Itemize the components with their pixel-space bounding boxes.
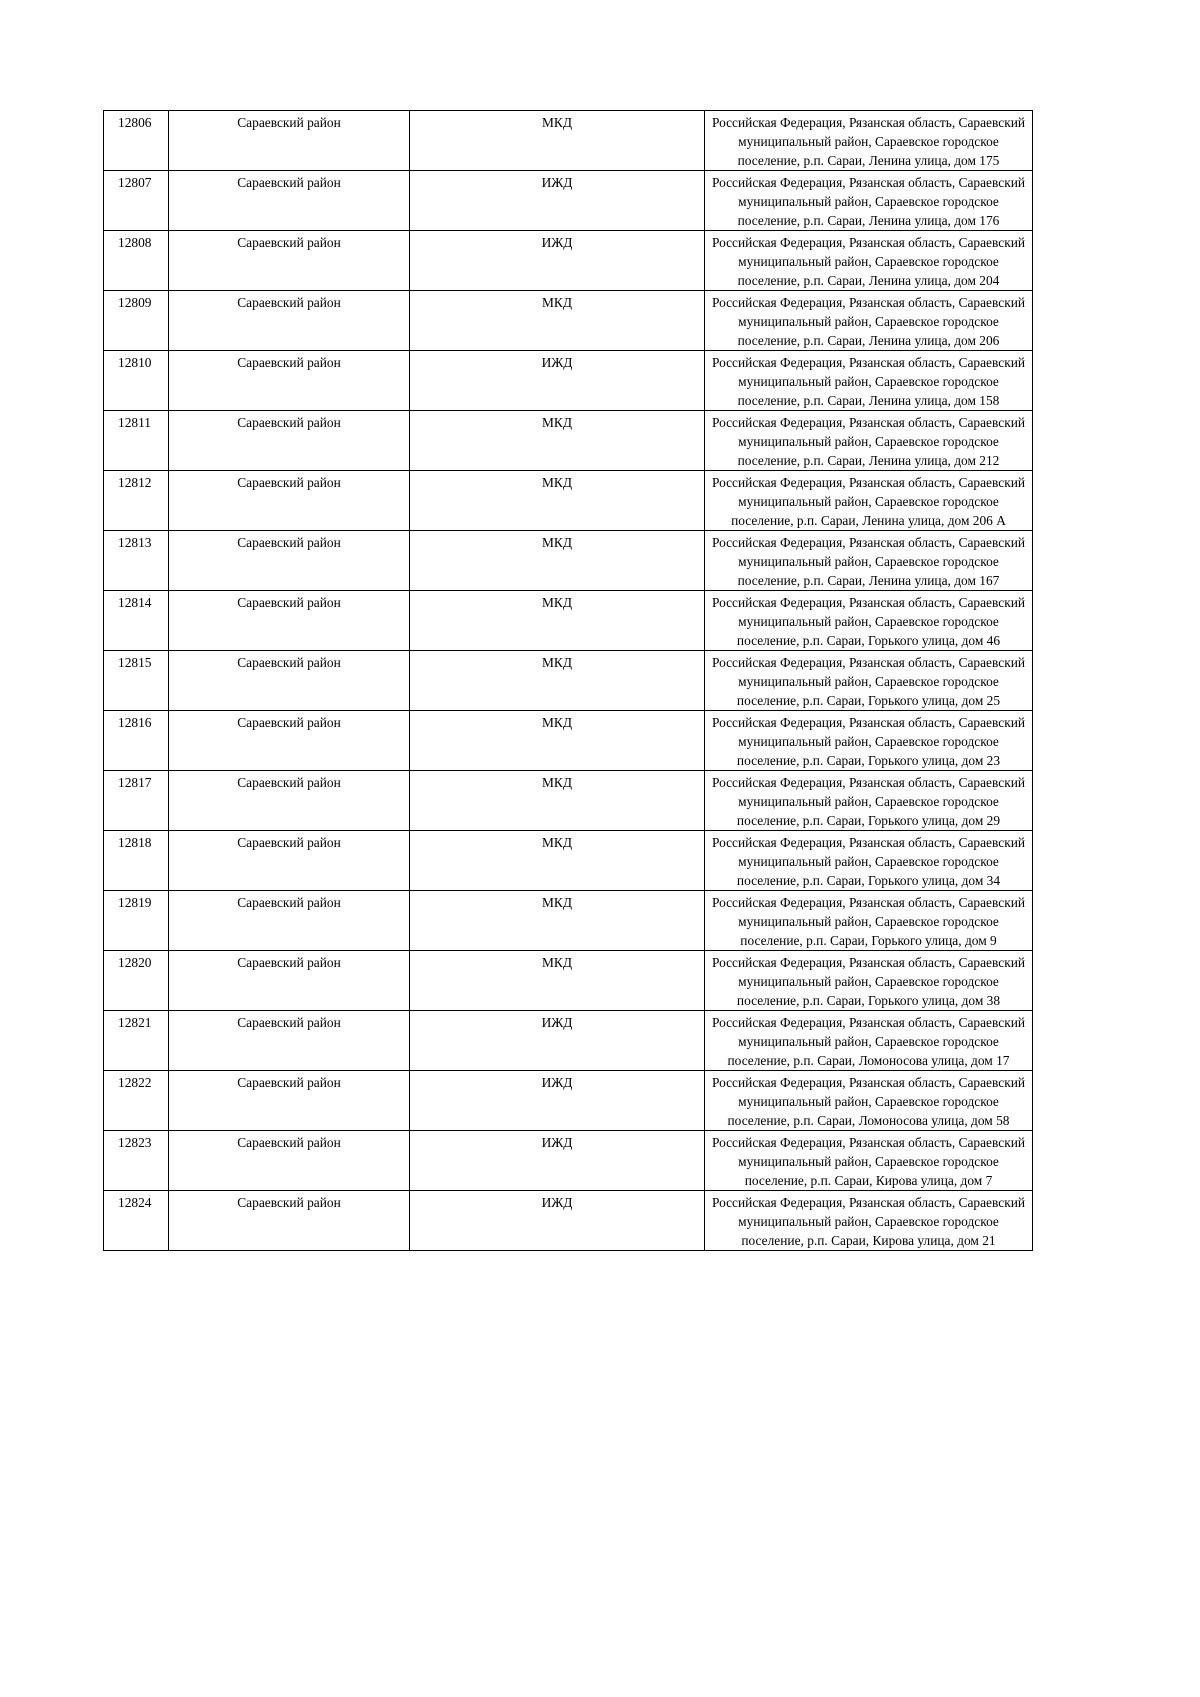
row-id-cell: 12811 [104, 411, 169, 471]
row-id-cell: 12814 [104, 591, 169, 651]
row-address-cell: Российская Федерация, Рязанская область, Сараевский муниципальный район, Сараевское городское поселение, р.п. Сараи, Горького улица, дом 23 [705, 711, 1033, 771]
row-address-cell: Российская Федерация, Рязанская область, Сараевский муниципальный район, Сараевское городское поселение, р.п. Сараи, Ленина улица, дом 175 [705, 111, 1033, 171]
row-type-cell: ИЖД [410, 1011, 705, 1071]
table-row [104, 171, 1033, 231]
row-address-cell: Российская Федерация, Рязанская область, Сараевский муниципальный район, Сараевское городское поселение, р.п. Сараи, Кирова улица, дом 7 [705, 1131, 1033, 1191]
row-district-cell: Сараевский район [169, 291, 410, 351]
table-body [104, 111, 1033, 1251]
row-address-cell: Российская Федерация, Рязанская область, Сараевский муниципальный район, Сараевское городское поселение, р.п. Сараи, Горького улица, дом 25 [705, 651, 1033, 711]
table-row [104, 831, 1033, 891]
row-address-cell: Российская Федерация, Рязанская область, Сараевский муниципальный район, Сараевское городское поселение, р.п. Сараи, Кирова улица, дом 21 [705, 1191, 1033, 1251]
row-district-cell: Сараевский район [169, 351, 410, 411]
row-id-cell: 12810 [104, 351, 169, 411]
table-row [104, 531, 1033, 591]
table-row [104, 231, 1033, 291]
row-address-cell: Российская Федерация, Рязанская область, Сараевский муниципальный район, Сараевское городское поселение, р.п. Сараи, Ленина улица, дом 212 [705, 411, 1033, 471]
row-address-cell: Российская Федерация, Рязанская область, Сараевский муниципальный район, Сараевское городское поселение, р.п. Сараи, Горького улица, дом 9 [705, 891, 1033, 951]
row-address-cell: Российская Федерация, Рязанская область, Сараевский муниципальный район, Сараевское городское поселение, р.п. Сараи, Ленина улица, дом 158 [705, 351, 1033, 411]
row-type-cell: ИЖД [410, 1191, 705, 1251]
row-id-cell: 12806 [104, 111, 169, 171]
row-type-cell: ИЖД [410, 1071, 705, 1131]
row-district-cell: Сараевский район [169, 1011, 410, 1071]
row-address-cell: Российская Федерация, Рязанская область, Сараевский муниципальный район, Сараевское городское поселение, р.п. Сараи, Ленина улица, дом 176 [705, 171, 1033, 231]
row-district-cell: Сараевский район [169, 951, 410, 1011]
row-district-cell: Сараевский район [169, 111, 410, 171]
row-address-cell: Российская Федерация, Рязанская область, Сараевский муниципальный район, Сараевское городское поселение, р.п. Сараи, Горького улица, дом 46 [705, 591, 1033, 651]
row-id-cell: 12812 [104, 471, 169, 531]
table-row [104, 1071, 1033, 1131]
table-row [104, 411, 1033, 471]
table-row [104, 591, 1033, 651]
row-type-cell: МКД [410, 771, 705, 831]
row-address-cell: Российская Федерация, Рязанская область, Сараевский муниципальный район, Сараевское городское поселение, р.п. Сараи, Ленина улица, дом 204 [705, 231, 1033, 291]
table-row [104, 951, 1033, 1011]
table-row [104, 1131, 1033, 1191]
row-type-cell: МКД [410, 711, 705, 771]
row-id-cell: 12823 [104, 1131, 169, 1191]
row-type-cell: МКД [410, 531, 705, 591]
table-row [104, 1191, 1033, 1251]
row-type-cell: МКД [410, 591, 705, 651]
row-id-cell: 12818 [104, 831, 169, 891]
row-address-cell: Российская Федерация, Рязанская область, Сараевский муниципальный район, Сараевское городское поселение, р.п. Сараи, Ленина улица, дом 206 А [705, 471, 1033, 531]
row-id-cell: 12807 [104, 171, 169, 231]
row-type-cell: МКД [410, 411, 705, 471]
row-district-cell: Сараевский район [169, 1071, 410, 1131]
table-row [104, 771, 1033, 831]
row-district-cell: Сараевский район [169, 891, 410, 951]
table-row [104, 711, 1033, 771]
row-id-cell: 12819 [104, 891, 169, 951]
row-address-cell: Российская Федерация, Рязанская область, Сараевский муниципальный район, Сараевское городское поселение, р.п. Сараи, Ломоносова улица, дом 58 [705, 1071, 1033, 1131]
row-id-cell: 12822 [104, 1071, 169, 1131]
row-type-cell: МКД [410, 291, 705, 351]
row-district-cell: Сараевский район [169, 591, 410, 651]
row-district-cell: Сараевский район [169, 1131, 410, 1191]
row-type-cell: ИЖД [410, 351, 705, 411]
row-type-cell: МКД [410, 891, 705, 951]
row-id-cell: 12809 [104, 291, 169, 351]
row-district-cell: Сараевский район [169, 231, 410, 291]
table-row [104, 111, 1033, 171]
row-id-cell: 12808 [104, 231, 169, 291]
row-district-cell: Сараевский район [169, 831, 410, 891]
table-row [104, 651, 1033, 711]
row-address-cell: Российская Федерация, Рязанская область, Сараевский муниципальный район, Сараевское городское поселение, р.п. Сараи, Ленина улица, дом 167 [705, 531, 1033, 591]
row-id-cell: 12824 [104, 1191, 169, 1251]
row-type-cell: ИЖД [410, 1131, 705, 1191]
table-row [104, 471, 1033, 531]
row-district-cell: Сараевский район [169, 651, 410, 711]
row-address-cell: Российская Федерация, Рязанская область, Сараевский муниципальный район, Сараевское городское поселение, р.п. Сараи, Горького улица, дом 38 [705, 951, 1033, 1011]
row-id-cell: 12820 [104, 951, 169, 1011]
row-type-cell: МКД [410, 951, 705, 1011]
row-id-cell: 12817 [104, 771, 169, 831]
row-district-cell: Сараевский район [169, 171, 410, 231]
table-row [104, 291, 1033, 351]
row-type-cell: МКД [410, 651, 705, 711]
row-district-cell: Сараевский район [169, 771, 410, 831]
row-district-cell: Сараевский район [169, 531, 410, 591]
row-address-cell: Российская Федерация, Рязанская область, Сараевский муниципальный район, Сараевское городское поселение, р.п. Сараи, Горького улица, дом 29 [705, 771, 1033, 831]
row-id-cell: 12815 [104, 651, 169, 711]
row-type-cell: ИЖД [410, 171, 705, 231]
row-id-cell: 12816 [104, 711, 169, 771]
row-district-cell: Сараевский район [169, 411, 410, 471]
row-address-cell: Российская Федерация, Рязанская область, Сараевский муниципальный район, Сараевское городское поселение, р.п. Сараи, Ломоносова улица, дом 17 [705, 1011, 1033, 1071]
table-row [104, 1011, 1033, 1071]
row-address-cell: Российская Федерация, Рязанская область, Сараевский муниципальный район, Сараевское городское поселение, р.п. Сараи, Ленина улица, дом 206 [705, 291, 1033, 351]
row-type-cell: МКД [410, 831, 705, 891]
row-district-cell: Сараевский район [169, 471, 410, 531]
row-id-cell: 12813 [104, 531, 169, 591]
row-district-cell: Сараевский район [169, 1191, 410, 1251]
row-address-cell: Российская Федерация, Рязанская область, Сараевский муниципальный район, Сараевское городское поселение, р.п. Сараи, Горького улица, дом 34 [705, 831, 1033, 891]
table-row [104, 351, 1033, 411]
row-type-cell: МКД [410, 111, 705, 171]
row-district-cell: Сараевский район [169, 711, 410, 771]
row-type-cell: ИЖД [410, 231, 705, 291]
housing-registry-table [103, 110, 1033, 1251]
row-type-cell: МКД [410, 471, 705, 531]
table-row [104, 891, 1033, 951]
row-id-cell: 12821 [104, 1011, 169, 1071]
